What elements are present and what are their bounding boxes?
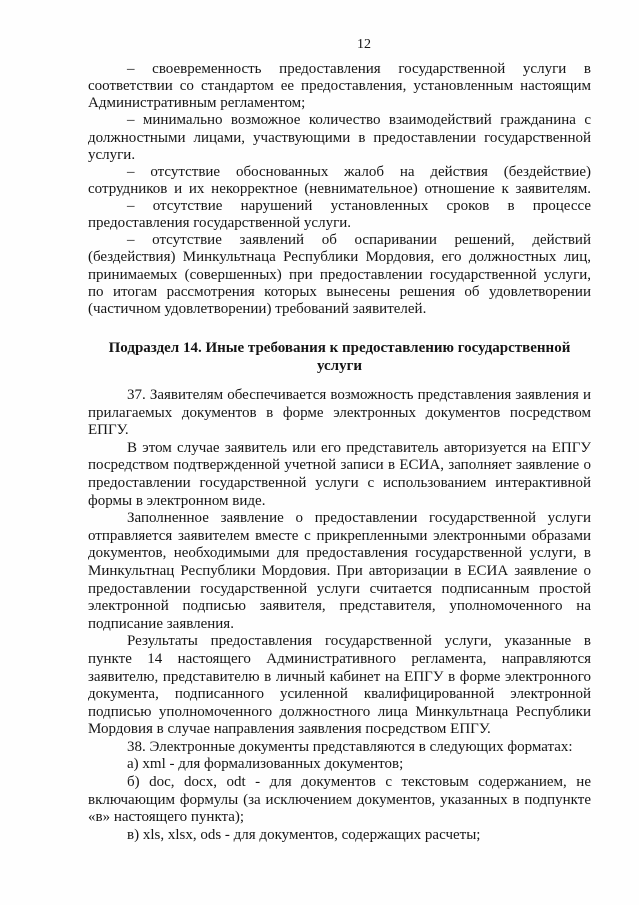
criterion-no-appeals	[88, 232, 591, 318]
text-line: услуги.	[88, 146, 136, 163]
text-line: Результаты предоставления государственной услуги, указанные в	[127, 633, 591, 650]
subsection-heading	[88, 339, 591, 375]
text-line: документов, необходимыми для предоставления государственной услуги, в	[88, 545, 591, 562]
text-line: – отсутствие обоснованных жалоб на действия (бездействие)	[127, 163, 591, 180]
text-line: посредством подтвержденной учетной записи в ЕСИА, заполняет заявление о	[88, 457, 591, 474]
text-line: подписью уполномоченного должностного лица Минкультнаца Республики	[88, 703, 591, 720]
text-line: В этом случае заявитель или его представитель авторизуется на ЕПГУ	[127, 439, 591, 456]
text-line: – отсутствие нарушений установленных сроков в процессе	[127, 198, 591, 214]
text-line: по итогам рассмотрения которых вынесены решения об удовлетворении	[88, 283, 591, 300]
text-line: 37. Заявителям обеспечивается возможность представления заявления и	[127, 387, 591, 403]
text-line: б) doc, docx, odt - для документов с текстовым содержанием, не	[127, 774, 591, 791]
criterion-min-interactions	[88, 112, 591, 163]
paragraph-38	[88, 739, 591, 757]
criterion-no-complaints	[88, 164, 591, 198]
paragraph-application-submission	[88, 510, 591, 633]
text-line: в) xls, xlsx, ods - для документов, содержащих расчеты;	[127, 826, 481, 843]
text-line: принимаемых (совершенных) при предоставлении государственной услуги,	[88, 266, 591, 283]
text-line: Мордовия в случае направления заявления посредством ЕПГУ.	[88, 721, 491, 738]
paragraph-results-delivery	[88, 633, 591, 739]
format-item-a	[88, 756, 591, 774]
text-line: – минимально возможное количество взаимодействий гражданина с	[127, 112, 591, 129]
text-line: 38. Электронные документы представляются в следующих форматах:	[127, 738, 573, 755]
subsection-body	[88, 387, 591, 844]
text-line: формы в электронном виде.	[88, 492, 266, 509]
text-line: отправляется заявителем вместе с прикрепленными электронными образами	[88, 527, 591, 544]
text-line: сотрудников и их некорректное (невнимательное) отношение к заявителям.	[88, 180, 591, 197]
text-line: Административным регламентом;	[88, 95, 306, 112]
text-line: – своевременность предоставления государственной услуги в	[127, 61, 591, 77]
text-line: прилагаемых документов в форме электронных документов посредством	[88, 404, 591, 421]
text-line: Заполненное заявление о предоставлении государственной услуги	[127, 510, 591, 527]
criterion-timeliness	[88, 61, 591, 112]
heading-line: Подраздел 14. Иные требования к предоставлению государственной	[108, 340, 571, 356]
text-line: предоставления государственной услуги.	[88, 215, 352, 232]
text-line: заявителю, представителю в личный кабинет на ЕПГУ в форме электронного	[88, 668, 591, 685]
text-line: (частичном удовлетворении) требований заявителей.	[88, 300, 427, 317]
text-line: – отсутствие заявлений об оспаривании решений, действий	[127, 232, 591, 249]
text-line: Минкультнац Республики Мордовия. При авторизации в ЕСИА заявление о	[88, 562, 591, 579]
text-line: соответствии со стандартом ее предоставления, установленным настоящим	[88, 78, 591, 95]
text-line: пункте 14 настоящего Административного регламента, направляются	[88, 650, 591, 667]
text-line: электронной подписью заявителя, представителя, уполномоченного на	[88, 598, 591, 615]
service-quality-criteria	[88, 61, 591, 318]
text-line: (бездействия) Минкультнаца Республики Мордовия, его должностных лиц,	[88, 249, 591, 266]
heading-line: услуги	[316, 358, 363, 374]
text-line: документа, подписанного усиленной квалифицированной электронной	[88, 686, 591, 703]
text-line: подписание заявления.	[88, 615, 234, 632]
text-line: ЕПГУ.	[88, 422, 129, 439]
text-line: предоставлении государственной услуги считается подписанным простой	[88, 580, 591, 597]
format-item-c	[88, 827, 591, 845]
text-line: должностными лицами, участвующими в предоставлении государственной	[88, 129, 591, 146]
text-line: предоставлении государственной услуги с использованием интерактивной	[88, 474, 591, 491]
text-line: а) xml - для формализованных документов;	[127, 756, 404, 773]
text-line: включающим формулы (за исключением документов, указанных в подпункте	[88, 791, 591, 808]
paragraph-37	[88, 387, 591, 440]
paragraph-epgu-authorization	[88, 440, 591, 510]
format-item-b	[88, 774, 591, 827]
text-line: «в» настоящего пункта);	[88, 809, 245, 826]
page-number: 12	[357, 37, 371, 52]
criterion-no-deadline-violations	[88, 198, 591, 232]
